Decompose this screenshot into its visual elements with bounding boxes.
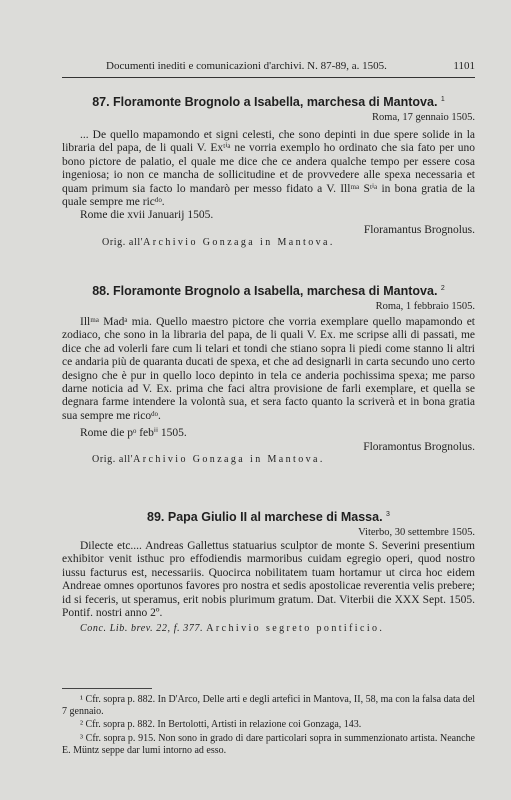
document-title: 87. Floramonte Brognolo a Isabella, marchesa di Mantova. $^1$ [92,95,445,109]
document-body: Dilecte etc.... Andreas Gallettus statuarius sculptor de monte S. Severini presentium exhibitor venit isthuc pro effodiendis marmoribus cuidam egregio operi, quod nostro iussu facturus est, necessariis. Quocirca nobilitatem tuam hortamur ut circa hoc eidem Andreae omnes oportunos favores pro nostra et sedis apostolicae reverentia velis prebere; id si feceris, ut speramus, erit nobis plurimum gratum. Dat. Viterbii die XXX Sept. 1505. Pontif. nostri anno 2º. [62,540,475,620]
footnote-ref: 1 [440,95,445,103]
footnote-rule [62,688,152,689]
document-date: Viterbo, 30 settembre 1505. [358,527,475,538]
footnote-2: ² Cfr. sopra p. 882. In Bertolotti, Artisti in relazione coi Gonzaga, 143. [80,719,362,731]
source-note: Orig. all'Archivio Gonzaga in Mantova. [102,237,335,249]
signature: Floramontus Brognolus. [363,441,475,454]
document-89 [62,510,475,634]
document-closing: Rome die pᵒ febⁱⁱ 1505. [80,427,187,440]
source-note: Conc. Lib. brev. 22, f. 377. Archivio segreto pontificio. [80,623,385,635]
document-87 [62,95,475,248]
signature: Floramantus Brognolus. [363,224,475,237]
document-date: Roma, 17 gennaio 1505. [372,112,475,123]
header-rule [62,77,475,78]
document-title: 89. Papa Giulio II al marchese di Massa. $^3$ [147,510,390,524]
document-body: ... De quello mapamondo et signi celesti, che sono depinti in due spere solide in la libraria del papa, de li quali V. Exᵗⁱᵃ ne vorria exemplo ho ordinato che sia fato per uno bono pictore de palatio, el quale me dice che ce andera qualche tempo per essere cosa ingeniosa; io non ce mancha de sollicitudine et de provvedere alle spexa necessaria et quam primum sia facto lo mandarò per messo fidato a V. Illᵐᵃ Sᵗⁱᵃ in bona gratia de la quale sempre me ricᵈᵒ. [62,129,475,209]
footnote-1: ¹ Cfr. sopra p. 882. In D'Arco, Delle arti e degli artefici in Mantova, II, 58, ma con la falsa data del 7 gennaio. [62,694,475,718]
document-closing: Rome die xvii Januarij 1505. [80,209,214,222]
running-head: Documenti inediti e comunicazioni d'archivi. N. 87-89, a. 1505. [106,60,387,72]
source-note: Orig. all'Archivio Gonzaga in Mantova. [92,454,325,466]
document-88 [62,284,475,465]
document-date: Roma, 1 febbraio 1505. [375,301,475,312]
footnote-ref: 3 [386,510,390,518]
document-title: 88. Floramonte Brognolo a Isabella, marchesa di Mantova. $^2$ [92,284,445,298]
page-number: 1101 [453,60,475,72]
footnotes [62,694,475,757]
footnote-ref: 2 [440,284,445,292]
document-body: Illᵐᵃ Madᵃ mia. Quello maestro pictore che vorria exemplare quello mapamondo et zodiaco, che sono in la libraria del papa, de li quali V. Ex. me scripse alli di passati, me dice che ad volerli fare cum li telari et tondi che stiano sopra li piedi come stanno li altri ce andaria più de quaranta ducati de spexa, et che ad designarli in carta secundo uno certo designo che è pur in quello loco depinto in tela ce anderia pochissima spexa; me parso darne noticia ad V. Ex. prima che faci altra provisione de farli exemplare, et quella se degnara farme intendere la volontà sua, et sera facto quanto la scriverà et in bona gratia sua sempre me ricoᵈᵒ. [62,316,475,422]
footnote-3: ³ Cfr. sopra p. 915. Non sono in grado di dare particolari sopra in summenzionato artista. Neanche E. Müntz seppe dar lumi intorno ad esso. [62,732,475,756]
